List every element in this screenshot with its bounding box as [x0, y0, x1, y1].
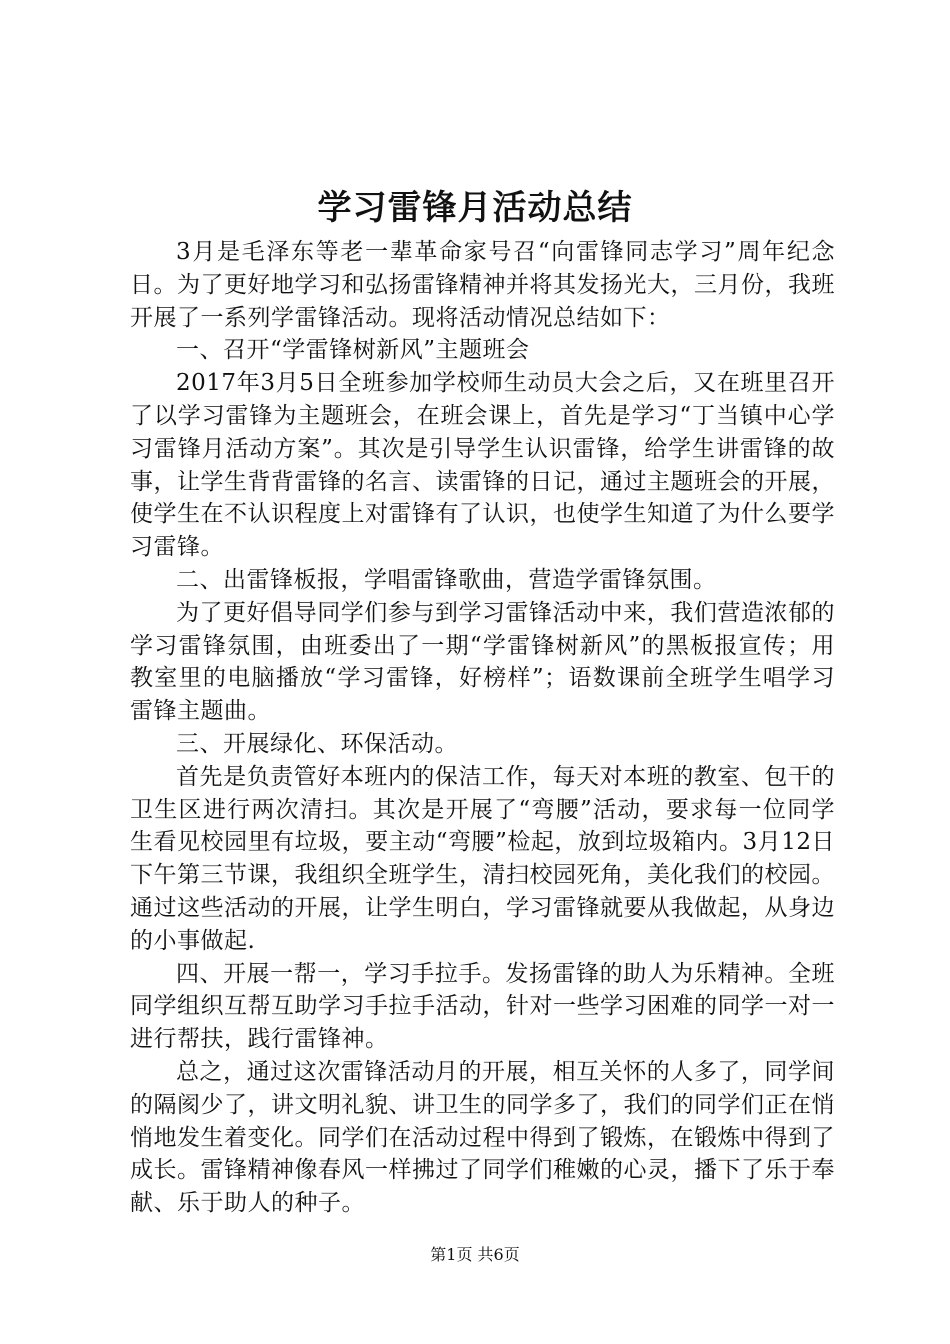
- section-heading-1: 一、召开“学雷锋树新风”主题班会: [176, 337, 530, 364]
- paragraph-section-3: 首先是负责管好本班内的保洁工作，每天对本班的教室、包干的卫生区进行两次清扫。其次是开展了“弯腰”活动，要求每一位同学生看见校园里有垃圾，要主动“弯腰”检起，放到垃圾箱内。3月12日下午第三节课，我组织全班学生，清扫校园死角，美化我们的校园。通过这些活动的开展，让学生明白，学习雷锋就要从我做起，从身边的小事做起.: [130, 763, 835, 954]
- paragraph-section-4: 四、开展一帮一，学习手拉手。发扬雷锋的助人为乐精神。全班同学组织互帮互助学习手拉手活动，针对一些学习困难的同学一对一进行帮扶，践行雷锋神。: [130, 960, 835, 1053]
- document-body: [130, 236, 835, 1220]
- document-title: 学习雷锋月活动总结: [317, 188, 633, 228]
- paragraph-conclusion: 总之，通过这次雷锋活动月的开展，相互关怀的人多了，同学间的隔阂少了，讲文明礼貌、讲卫生的同学多了，我们的同学们正在悄悄地发生着变化。同学们在活动过程中得到了锻炼，在锻炼中得到了成长。雷锋精神像春风一样拂过了同学们稚嫩的心灵，播下了乐于奉献、乐于助人的种子。: [130, 1058, 835, 1217]
- paragraph-intro: 3月是毛泽东等老一辈革命家号召“向雷锋同志学习”周年纪念日。为了更好地学习和弘扬雷锋精神并将其发扬光大，三月份，我班开展了一系列学雷锋活动。现将活动情况总结如下：: [130, 239, 835, 331]
- paragraph-section-2: 为了更好倡导同学们参与到学习雷锋活动中来，我们营造浓郁的学习雷锋氛围，由班委出了一期“学雷锋树新风”的黑板报宣传；用教室里的电脑播放“学习雷锋，好榜样”；语数课前全班学生唱学习雷锋主题曲。: [130, 599, 835, 725]
- section-heading-3: 三、开展绿化、环保活动。: [176, 730, 458, 757]
- section-heading-2: 二、出雷锋板报，学唱雷锋歌曲，营造学雷锋氛围。: [176, 566, 717, 593]
- paragraph-section-1: 2017年3月5日全班参加学校师生动员大会之后，又在班里召开了以学习雷锋为主题班会，在班会课上，首先是学习“丁当镇中心学习雷锋月活动方案”。其次是引导学生认识雷锋，给学生讲雷锋的故事，让学生背背雷锋的名言、读雷锋的日记，通过主题班会的开展，使学生在不认识程度上对雷锋有了认识，也使学生知道了为什么要学习雷锋。: [130, 370, 835, 561]
- page-footer: 第1页 共6页: [430, 1245, 520, 1264]
